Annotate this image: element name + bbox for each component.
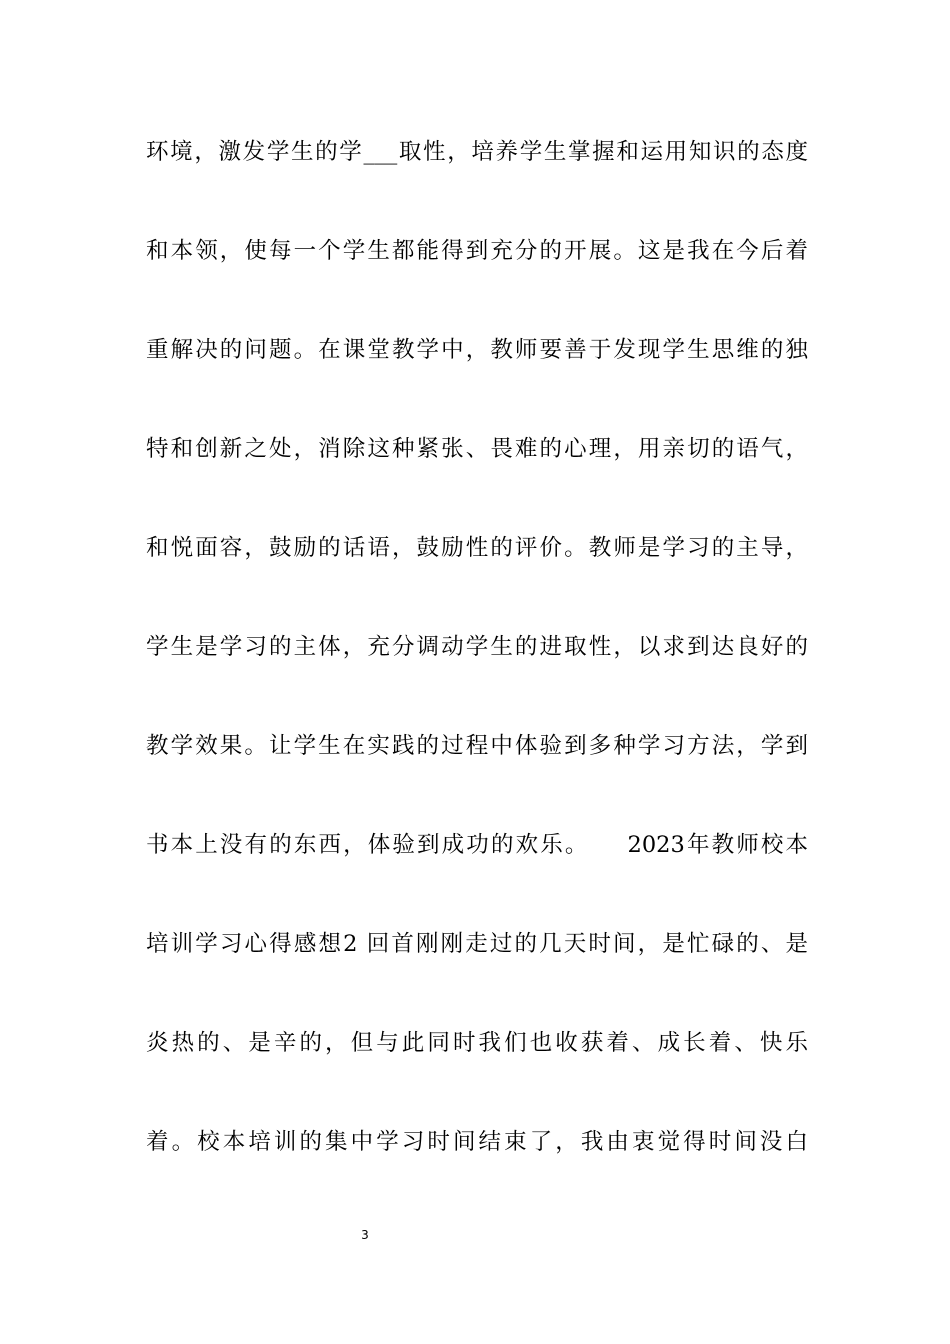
text-line: 学生是学习的主体，充分调动学生的进取性，以求到达良好的 [146,634,808,660]
page-number: 3 [361,1228,369,1242]
text-line: 和悦面容，鼓励的话语，鼓励性的评价。教师是学习的主导， [146,535,808,561]
text-line: 教学效果。让学生在实践的过程中体验到多种学习方法，学到 [146,733,808,759]
text-line: 炎热的、是辛的，但与此同时我们也收获着、成长着、快乐 [146,1030,808,1056]
text-line: 环境，激发学生的学___取性，培养学生掌握和运用知识的态度 [146,139,808,165]
text-line: 和本领，使每一个学生都能得到充分的开展。这是我在今后着 [146,238,808,264]
text-line: 重解决的问题。在课堂教学中，教师要善于发现学生思维的独 [146,337,808,363]
text-line: 特和创新之处，消除这种紧张、畏难的心理，用亲切的语气， [146,436,808,462]
text-line: 培训学习心得感想2 回首刚刚走过的几天时间，是忙碌的、是 [146,931,808,957]
text-line: 着。校本培训的集中学习时间结束了，我由衷觉得时间没白 [146,1129,808,1155]
text-line: 书本上没有的东西，体验到成功的欢乐。 2023年教师校本 [146,832,808,858]
